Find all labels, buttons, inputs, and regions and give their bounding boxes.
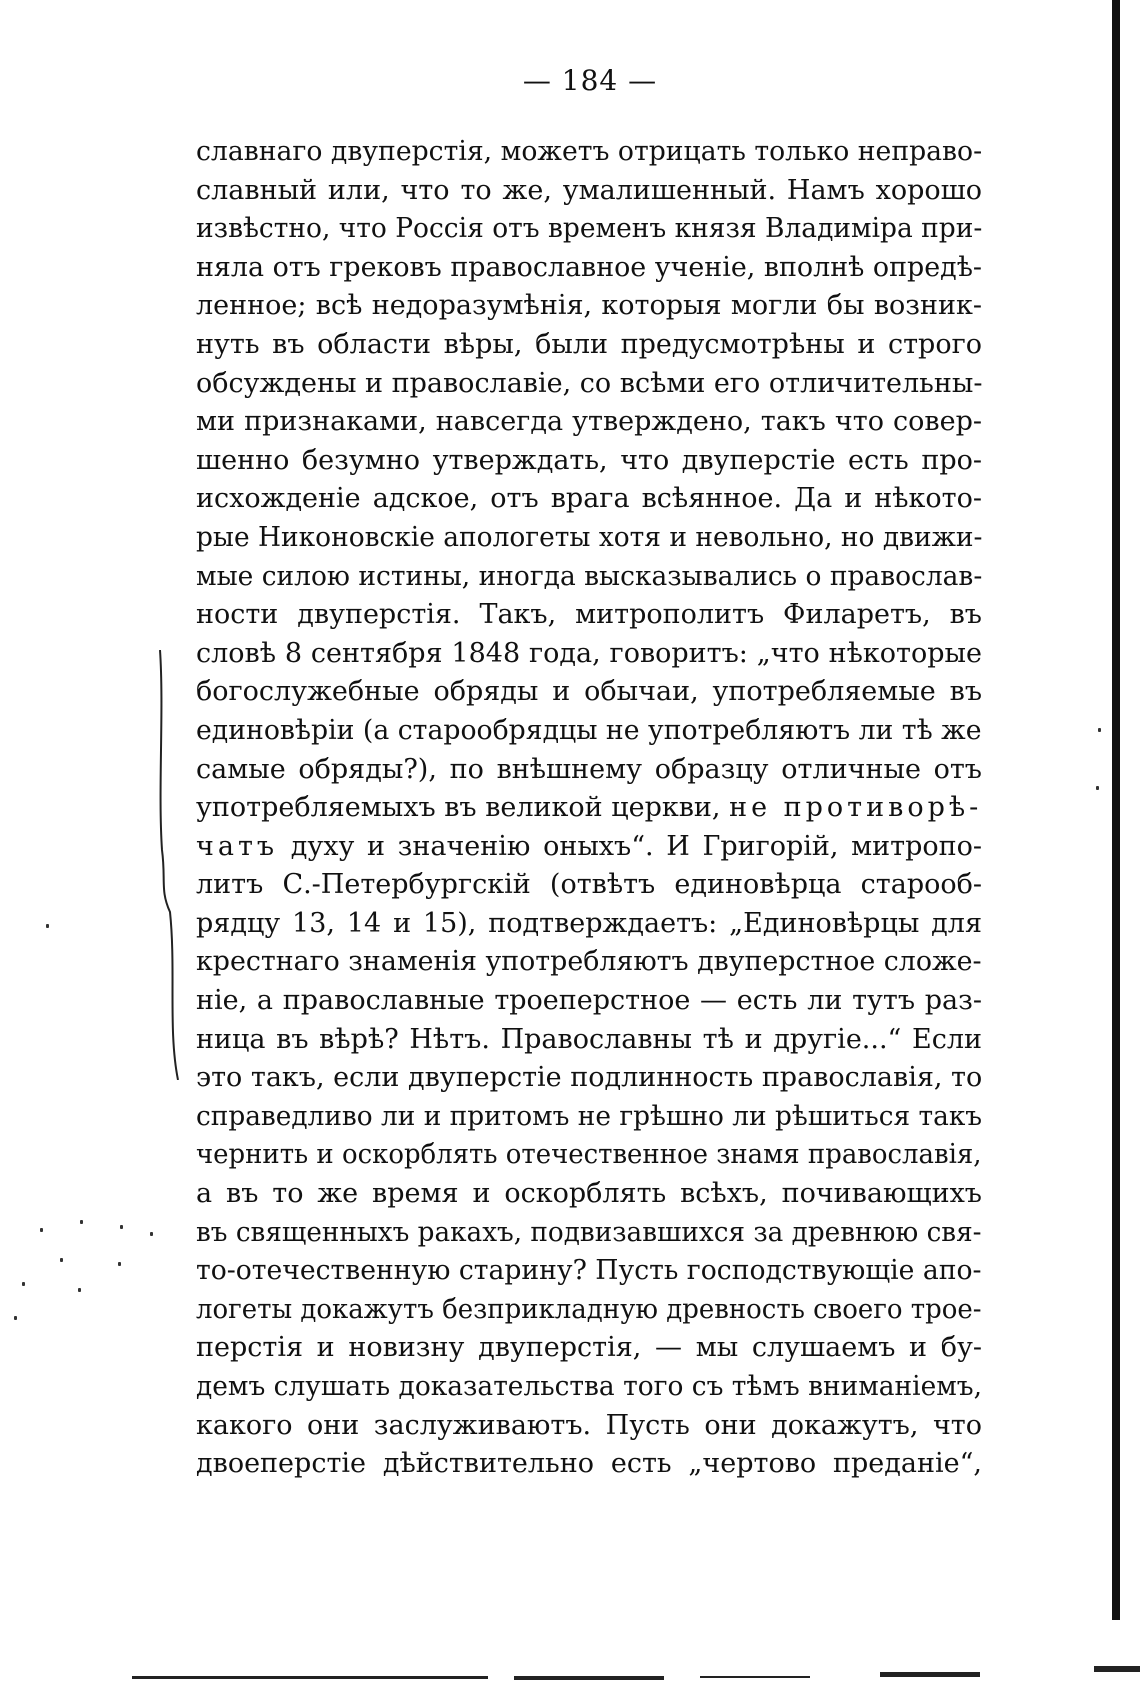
text-line: словѣ 8 сентября 1848 года, говоритъ: „что нѣкоторые [196, 637, 982, 669]
text-line: ми признаками, навсегда утверждено, такъ что совер- [196, 406, 982, 438]
scan-speck [46, 924, 49, 928]
text-line: извѣстно, что Россія отъ временъ князя Владиміра при- [196, 213, 983, 245]
text-line: чернить и оскорблять отечественное знамя православія, [196, 1139, 982, 1171]
text-line: нуть въ области вѣры, были предусмотрѣны и строго [196, 328, 982, 360]
margin-bracket-mark [156, 650, 182, 1080]
text-line: ніе, а православные троеперстное — есть ли тутъ раз- [196, 985, 982, 1017]
scan-speck [22, 1282, 25, 1286]
text-line: логеты докажутъ безприкладную древность своего трое- [196, 1293, 982, 1325]
text-line: славнаго двуперстія, можетъ отрицать только неправо- [196, 136, 983, 167]
text-line: богослужебные обряды и обычаи, употребляемые въ [196, 676, 982, 708]
page-number: — 184 — [522, 64, 658, 97]
text-line: литъ С.-Петербургскій (отвѣтъ единовѣрца старооб- [196, 869, 982, 901]
text-line: ленное; всѣ недоразумѣнія, которыя могли бы возник- [196, 290, 982, 322]
scan-speck [40, 1228, 43, 1232]
text-line: въ священныхъ ракахъ, подвизавшихся за древнюю свя- [196, 1216, 982, 1248]
text-line: двоеперстіе дѣйствительно есть „чертово преданіе“, [196, 1448, 982, 1480]
bottom-rule [514, 1676, 664, 1680]
text-line: демъ слушать доказательства того съ тѣмъ вниманіемъ, [196, 1371, 983, 1402]
scan-speck [78, 1288, 81, 1292]
scan-speck [60, 1258, 63, 1262]
text-line: единовѣріи (а старообрядцы не употребляютъ ли тѣ же [196, 714, 982, 746]
spaced-emphasis: чатъ [196, 830, 279, 862]
text-line: крестнаго знаменія употребляютъ двуперстное сложе- [196, 946, 982, 978]
bottom-rule [1094, 1666, 1140, 1672]
scan-speck [1096, 786, 1099, 790]
text-line: шенно безумно утверждать, что двуперстіе есть про- [196, 444, 982, 476]
text-line: рые Никоновскіе апологеты хотя и невольно, но движи- [196, 521, 983, 553]
text-line: употребляемыхъ въ великой церкви, не противорѣ- [196, 792, 983, 824]
text-line: чатъ духу и значенію оныхъ“. И Григорій, митропо- [196, 830, 982, 862]
text-line: исхожденіе адское, отъ врага всѣянное. Да и нѣкото- [196, 483, 982, 515]
scan-speck [80, 1220, 83, 1224]
text-line: ности двуперстія. Такъ, митрополитъ Филаретъ, въ [196, 599, 982, 631]
scan-speck [120, 1225, 123, 1229]
scan-speck [1098, 728, 1101, 732]
text-line: рядцу 13, 14 и 15), подтверждаетъ: „Единовѣрцы для [196, 907, 982, 939]
text-line: а въ то же время и оскорблять всѣхъ, почивающихъ [196, 1178, 982, 1210]
text-line: самые обряды?), по внѣшнему образцу отличные отъ [196, 753, 982, 785]
text-line: славный или, что то же, умалишенный. Намъ хорошо [196, 174, 982, 206]
body-text [196, 133, 982, 1484]
scan-speck [150, 1232, 153, 1236]
bottom-rule [132, 1676, 488, 1679]
text-line: мые силою истины, иногда высказывались о православ- [196, 560, 983, 592]
bottom-rule [700, 1676, 810, 1678]
text-line: это такъ, если двуперстіе подлинность православія, то [196, 1062, 983, 1094]
scan-speck [118, 1262, 121, 1266]
spaced-emphasis: не противорѣ- [729, 792, 983, 824]
scan-speck [14, 1316, 17, 1320]
text-line: какого они заслуживаютъ. Пусть они докажутъ, что [196, 1409, 982, 1441]
text-line: обсуждены и православіе, со всѣми его отличительны- [196, 367, 983, 399]
text-line: няла отъ грековъ православное ученіе, вполнѣ опредѣ- [196, 251, 983, 283]
bottom-rule [880, 1672, 980, 1677]
text-line: то-отечественную старину? Пусть господствующіе апо- [196, 1255, 982, 1287]
text-line: справедливо ли и притомъ не грѣшно ли рѣшиться такъ [196, 1100, 983, 1132]
text-line: перстія и новизну двуперстія, — мы слушаемъ и бу- [196, 1332, 982, 1364]
scan-right-edge [1112, 0, 1120, 1620]
text-line: ница въ вѣрѣ? Нѣтъ. Православны тѣ и другіе...“ Если [196, 1023, 982, 1055]
